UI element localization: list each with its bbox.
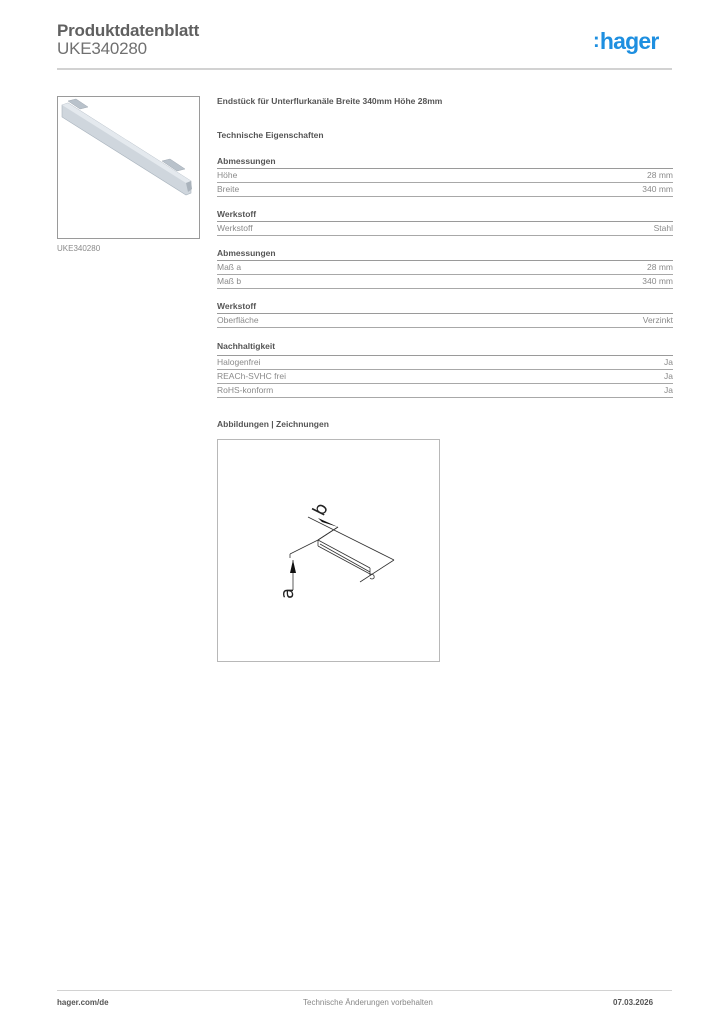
spec-row [217, 275, 673, 289]
spec-group-abmessungen [217, 155, 673, 197]
spec-label: Oberfläche [217, 315, 259, 325]
product-image-caption: UKE340280 [57, 244, 101, 253]
spec-row [217, 314, 673, 328]
product-image [57, 96, 200, 239]
spec-label: Maß b [217, 276, 242, 286]
spec-group-title: Werkstoff [217, 300, 673, 314]
product-description: Endstück für Unterflurkanäle Breite 340mm Höhe 28mm [217, 96, 443, 106]
spec-group-title: Abmessungen [217, 155, 673, 169]
technical-properties-title: Technische Eigenschaften [217, 130, 324, 140]
footer-notice: Technische Änderungen vorbehalten [303, 998, 433, 1007]
spec-value: 28 mm [647, 170, 673, 180]
spec-group-werkstoff [217, 208, 673, 236]
spec-value: 28 mm [647, 262, 673, 272]
spec-group-title: Werkstoff [217, 208, 673, 222]
spec-group-title: Nachhaltigkeit [217, 340, 673, 356]
spec-value: Verzinkt [642, 315, 673, 325]
spec-row [217, 384, 673, 398]
spec-label: RoHS-konform [217, 385, 274, 395]
spec-label: Werkstoff [217, 223, 253, 233]
spec-group-abmessungen-2 [217, 247, 673, 289]
spec-label: REACh-SVHC frei [217, 371, 286, 381]
spec-label: Halogenfrei [217, 357, 261, 367]
spec-group-nachhaltigkeit [217, 340, 673, 398]
spec-label: Breite [217, 184, 240, 194]
footer-website-link[interactable]: hager.com/de [57, 998, 109, 1007]
spec-value: 340 mm [642, 184, 673, 194]
end-piece-product-icon [58, 97, 199, 238]
page-title: Produktdatenblatt [57, 21, 200, 40]
article-number: UKE340280 [57, 39, 147, 58]
spec-value: Ja [664, 371, 673, 381]
spec-value: Ja [664, 385, 673, 395]
spec-row [217, 261, 673, 275]
dimension-label-b: b [308, 499, 333, 520]
dimension-label-a: a [277, 587, 298, 599]
spec-value: Stahl [653, 223, 673, 233]
spec-label: Höhe [217, 170, 238, 180]
spec-group-werkstoff-2 [217, 300, 673, 328]
spec-row [217, 183, 673, 197]
spec-row [217, 169, 673, 183]
logo-text: hager [599, 28, 659, 54]
dimension-drawing-icon [218, 440, 439, 661]
dimension-drawing [217, 439, 440, 662]
spec-value: Ja [664, 357, 673, 367]
drawings-title: Abbildungen | Zeichnungen [217, 419, 329, 429]
spec-row [217, 370, 673, 384]
footer-date: 07.03.2026 [613, 998, 654, 1007]
header-divider [57, 68, 672, 70]
spec-label: Maß a [217, 262, 242, 272]
spec-group-title: Abmessungen [217, 247, 673, 261]
spec-value: 340 mm [642, 276, 673, 286]
spec-row [217, 222, 673, 236]
logo-colon: : [593, 30, 599, 52]
spec-row [217, 356, 673, 370]
footer-divider [57, 990, 672, 991]
hager-logo [593, 28, 659, 55]
